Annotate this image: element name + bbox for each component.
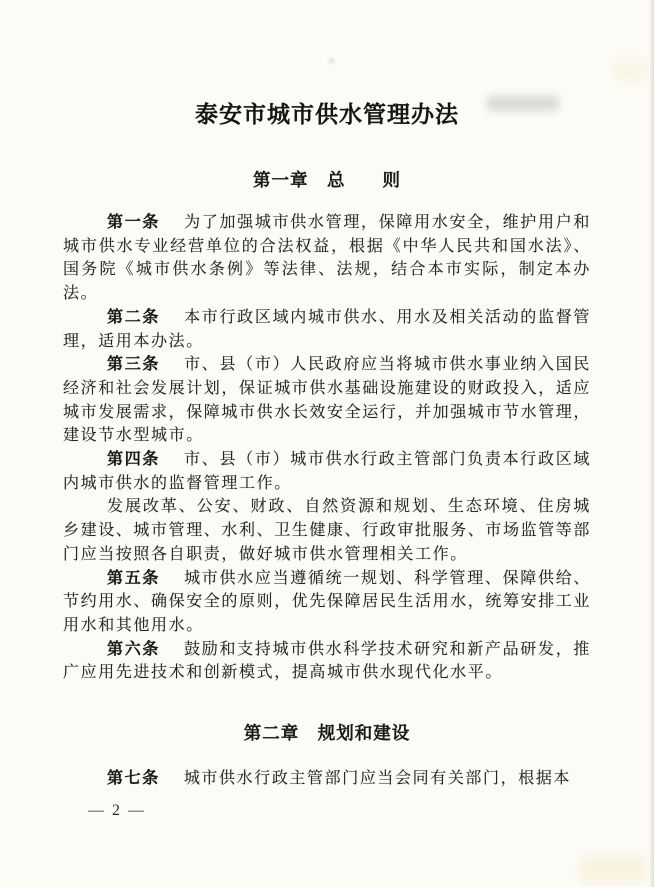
scan-artifact-patch-bottom (580, 856, 646, 882)
article-6-text: 鼓励和支持城市供水科学技术研究和新产品研发，推广应用先进技术和创新模式，提高城市供水现代化水平。 (63, 640, 591, 682)
article-4-subparagraph-text: 发展改革、公安、财政、自然资源和规划、生态环境、住房城乡建设、城市管理、水利、卫生健康、行政审批服务、市场监管等部门应当按照各自职责，做好城市供水管理相关工作。 (63, 498, 592, 563)
scan-artifact-patch-top (614, 60, 648, 80)
article-7-paragraph (63, 767, 591, 791)
chapter-1-heading: 第一章 总 则 (253, 170, 401, 190)
article-5-paragraph (63, 567, 591, 638)
chapter-2-heading: 第二章 规划和建设 (243, 723, 411, 744)
article-1-text: 为了加强城市供水管理，保障用水安全，维护用户和城市供水专业经营单位的合法权益，根据《中华人民共和国水法》、国务院《城市供水条例》等法律、法规，结合本市实际，制定本办法。 (63, 214, 591, 303)
article-3-number: 第三条 (107, 356, 161, 374)
article-4-number: 第四条 (107, 451, 161, 469)
article-6-number: 第六条 (107, 640, 161, 658)
article-2-paragraph (63, 306, 591, 353)
article-4-text: 市、县（市）城市供水行政主管部门负责本行政区域内城市供水的监督管理工作。 (63, 451, 591, 492)
article-2-text: 本市行政区域内城市供水、用水及相关活动的监督管理，适用本办法。 (63, 308, 591, 350)
article-7-text: 城市供水行政主管部门应当会同有关部门，根据本 (183, 770, 572, 788)
page-number: — 2 — (88, 801, 146, 819)
page-title: 泰安市城市供水管理办法 (195, 101, 459, 127)
article-1-number: 第一条 (107, 214, 161, 231)
scan-artifact-smudge (487, 96, 559, 111)
article-7-number: 第七条 (107, 770, 160, 788)
chapter-2-body (63, 767, 591, 791)
scan-artifact-page-edge (649, 0, 654, 887)
article-3-paragraph (63, 353, 591, 448)
article-6-paragraph (63, 638, 591, 685)
chapter-1-body (63, 211, 591, 685)
article-4-subparagraph (63, 495, 591, 566)
article-5-text: 城市供水应当遵循统一规划、科学管理、保障供给、节约用水、确保安全的原则，优先保障居民生活用水，统筹安排工业用水和其他用水。 (63, 569, 592, 634)
article-2-number: 第二条 (107, 308, 161, 326)
article-3-text: 市、县（市）人民政府应当将城市供水事业纳入国民经济和社会发展计划，保证城市供水基础设施建设的财政投入，适应城市发展需求，保障城市供水长效安全运行，并加强城市节水管理，建设节水型城市。 (63, 356, 592, 445)
article-5-number: 第五条 (107, 569, 161, 587)
article-4-paragraph (63, 448, 591, 495)
article-1-paragraph (63, 211, 591, 306)
scan-artifact-speck (329, 59, 334, 63)
